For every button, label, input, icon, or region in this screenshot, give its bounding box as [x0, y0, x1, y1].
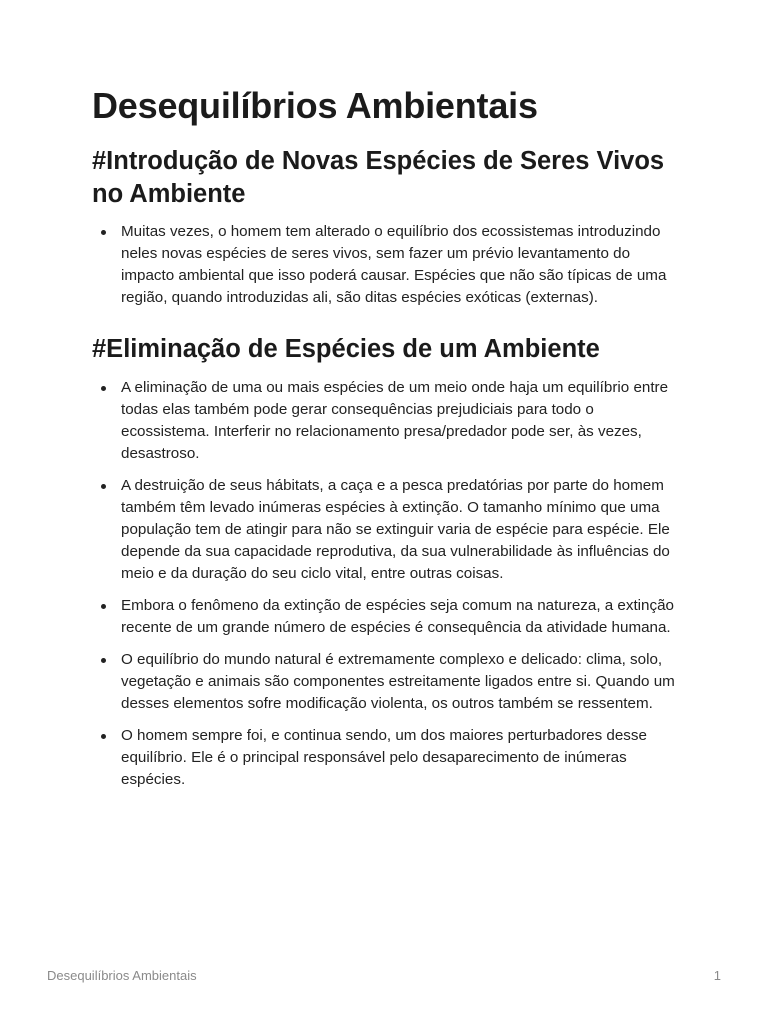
document-body [92, 84, 682, 801]
bullet-icon [101, 386, 106, 391]
bullet-icon [101, 658, 106, 663]
footer-title: Desequilíbrios Ambientais [47, 968, 197, 983]
list-item [92, 475, 682, 585]
list-item-text: O equilíbrio do mundo natural é extremamente complexo e delicado: clima, solo, vegetação e animais são componentes estreitamente ligados entre si. Quando um desses elementos sofre modificação violenta, os outros também se ressentem. [121, 650, 675, 712]
list-item-text: O homem sempre foi, e continua sendo, um dos maiores perturbadores desse equilíbrio. Ele é o principal responsável pelo desaparecimento de inúmeras espécies. [121, 726, 647, 788]
section-heading-introducao: #Introdução de Novas Espécies de Seres Vivos no Ambiente [92, 147, 665, 209]
bullet-list-eliminacao [92, 377, 682, 791]
list-item [92, 377, 682, 465]
document-title: Desequilíbrios Ambientais [92, 85, 538, 126]
page-number: 1 [713, 968, 721, 983]
list-item-text: Muitas vezes, o homem tem alterado o equilíbrio dos ecossistemas introduzindo neles novas espécies de seres vivos, sem fazer um prévio levantamento do impacto ambiental que isso poderá causar. Espécies que não são típicas de uma região, quando introduzidas ali, são ditas espécies exóticas (externas). [121, 223, 667, 307]
bullet-icon [101, 484, 106, 489]
list-item [92, 649, 682, 715]
list-item [92, 725, 682, 791]
list-item [92, 221, 682, 309]
bullet-icon [101, 230, 106, 235]
page-footer [47, 968, 721, 986]
list-item [92, 595, 682, 639]
list-item-text: A eliminação de uma ou mais espécies de um meio onde haja um equilíbrio entre todas elas também pode gerar consequências prejudiciais para todo o ecossistema. Interferir no relacionamento presa/predador pode ser, às vezes, desastroso. [121, 378, 669, 462]
bullet-icon [101, 604, 106, 609]
bullet-icon [101, 734, 106, 739]
bullet-list-introducao [92, 221, 682, 309]
list-item-text: A destruição de seus hábitats, a caça e a pesca predatórias por parte do homem também têm levado inúmeras espécies à extinção. O tamanho mínimo que uma população tem de atingir para não se extinguir varia de espécie para espécie. Ele depende da sua capacidade reprodutiva, da sua vulnerabilidade às influências do meio e da duração do seu ciclo vital, entre outras coisas. [121, 476, 670, 582]
section-heading-eliminacao: #Eliminação de Espécies de um Ambiente [92, 335, 600, 364]
list-item-text: Embora o fenômeno da extinção de espécies seja comum na natureza, a extinção recente de um grande número de espécies é consequência da atividade humana. [121, 596, 674, 636]
